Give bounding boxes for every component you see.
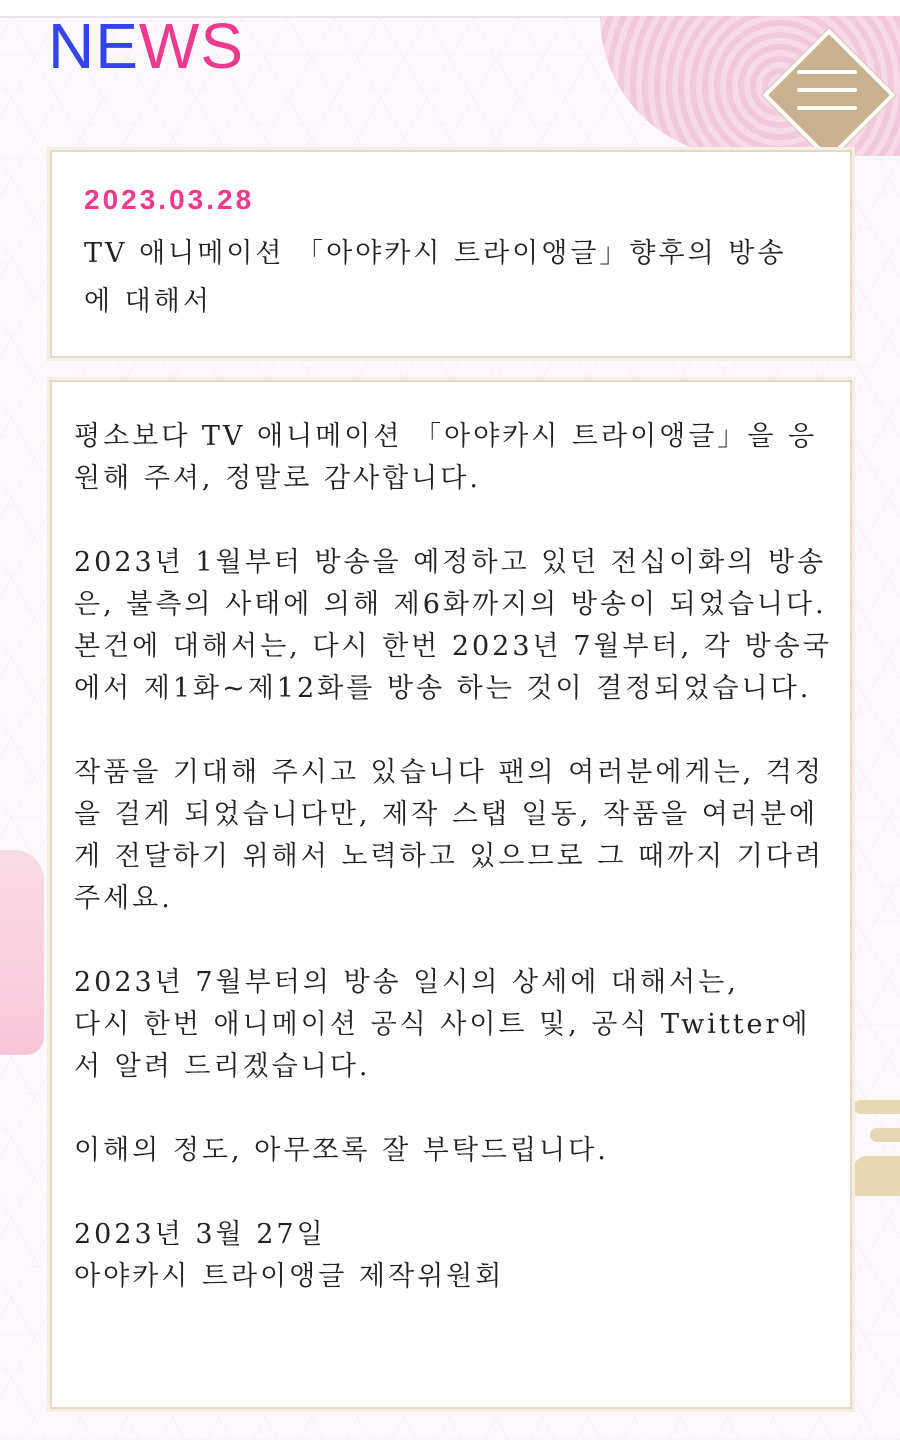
article-date: 2023.03.28	[84, 184, 255, 215]
signature	[74, 1214, 834, 1298]
page-title-part1: NE	[48, 10, 139, 82]
page-title-part2: WS	[138, 10, 244, 82]
body-line: 작품을 기대해 주시고 있습니다 팬의 여러분에게는, 걱정을 걸게 되었습니다만, 제작 스탭 일동, 작품을 여러분에게 전달하기 위해서 노력하고 있으므로 그 때까지 기다려 주세요.	[74, 757, 824, 914]
body-line: 평소보다 TV 애니메이션 「아야카시 트라이앵글」을 응원해 주셔, 정말로 감사합니다.	[74, 421, 818, 494]
body-paragraph	[74, 752, 834, 920]
body-line: 2023년 1월부터 방송을 예정하고 있던 전십이화의 방송은, 불측의 사태에 의해 제6화까지의 방송이 되었습니다.	[74, 547, 827, 620]
left-pink-decoration	[0, 850, 44, 1055]
article-body-card	[50, 380, 852, 1409]
body-line: 본건에 대해서는, 다시 한번 2023년 7월부터, 각 방송국에서 제1화~제12화를 방송 하는 것이 결정되었습니다.	[74, 631, 832, 704]
body-paragraph	[74, 962, 834, 1088]
body-line: 2023년 7월부터의 방송 일시의 상세에 대해서는,	[74, 967, 739, 998]
article-header-card	[50, 150, 852, 358]
signature-date: 2023년 3월 27일	[74, 1219, 326, 1250]
right-gold-decoration	[854, 1100, 900, 1200]
page-title	[48, 10, 244, 82]
article-body	[74, 416, 834, 1298]
body-line: 이해의 정도, 아무쪼록 잘 부탁드립니다.	[74, 1135, 609, 1166]
article-title: TV 애니메이션 「아야카시 트라이앵글」향후의 방송에 대해서	[84, 238, 787, 317]
body-paragraph	[74, 416, 834, 500]
body-paragraph	[74, 1130, 834, 1172]
signature-committee: 아야카시 트라이앵글 제작위원회	[74, 1261, 505, 1292]
hamburger-menu-icon[interactable]	[797, 70, 857, 114]
body-paragraph	[74, 542, 834, 710]
body-line: 다시 한번 애니메이션 공식 사이트 및, 공식 Twitter에서 알려 드리겠습니다.	[74, 1009, 811, 1082]
